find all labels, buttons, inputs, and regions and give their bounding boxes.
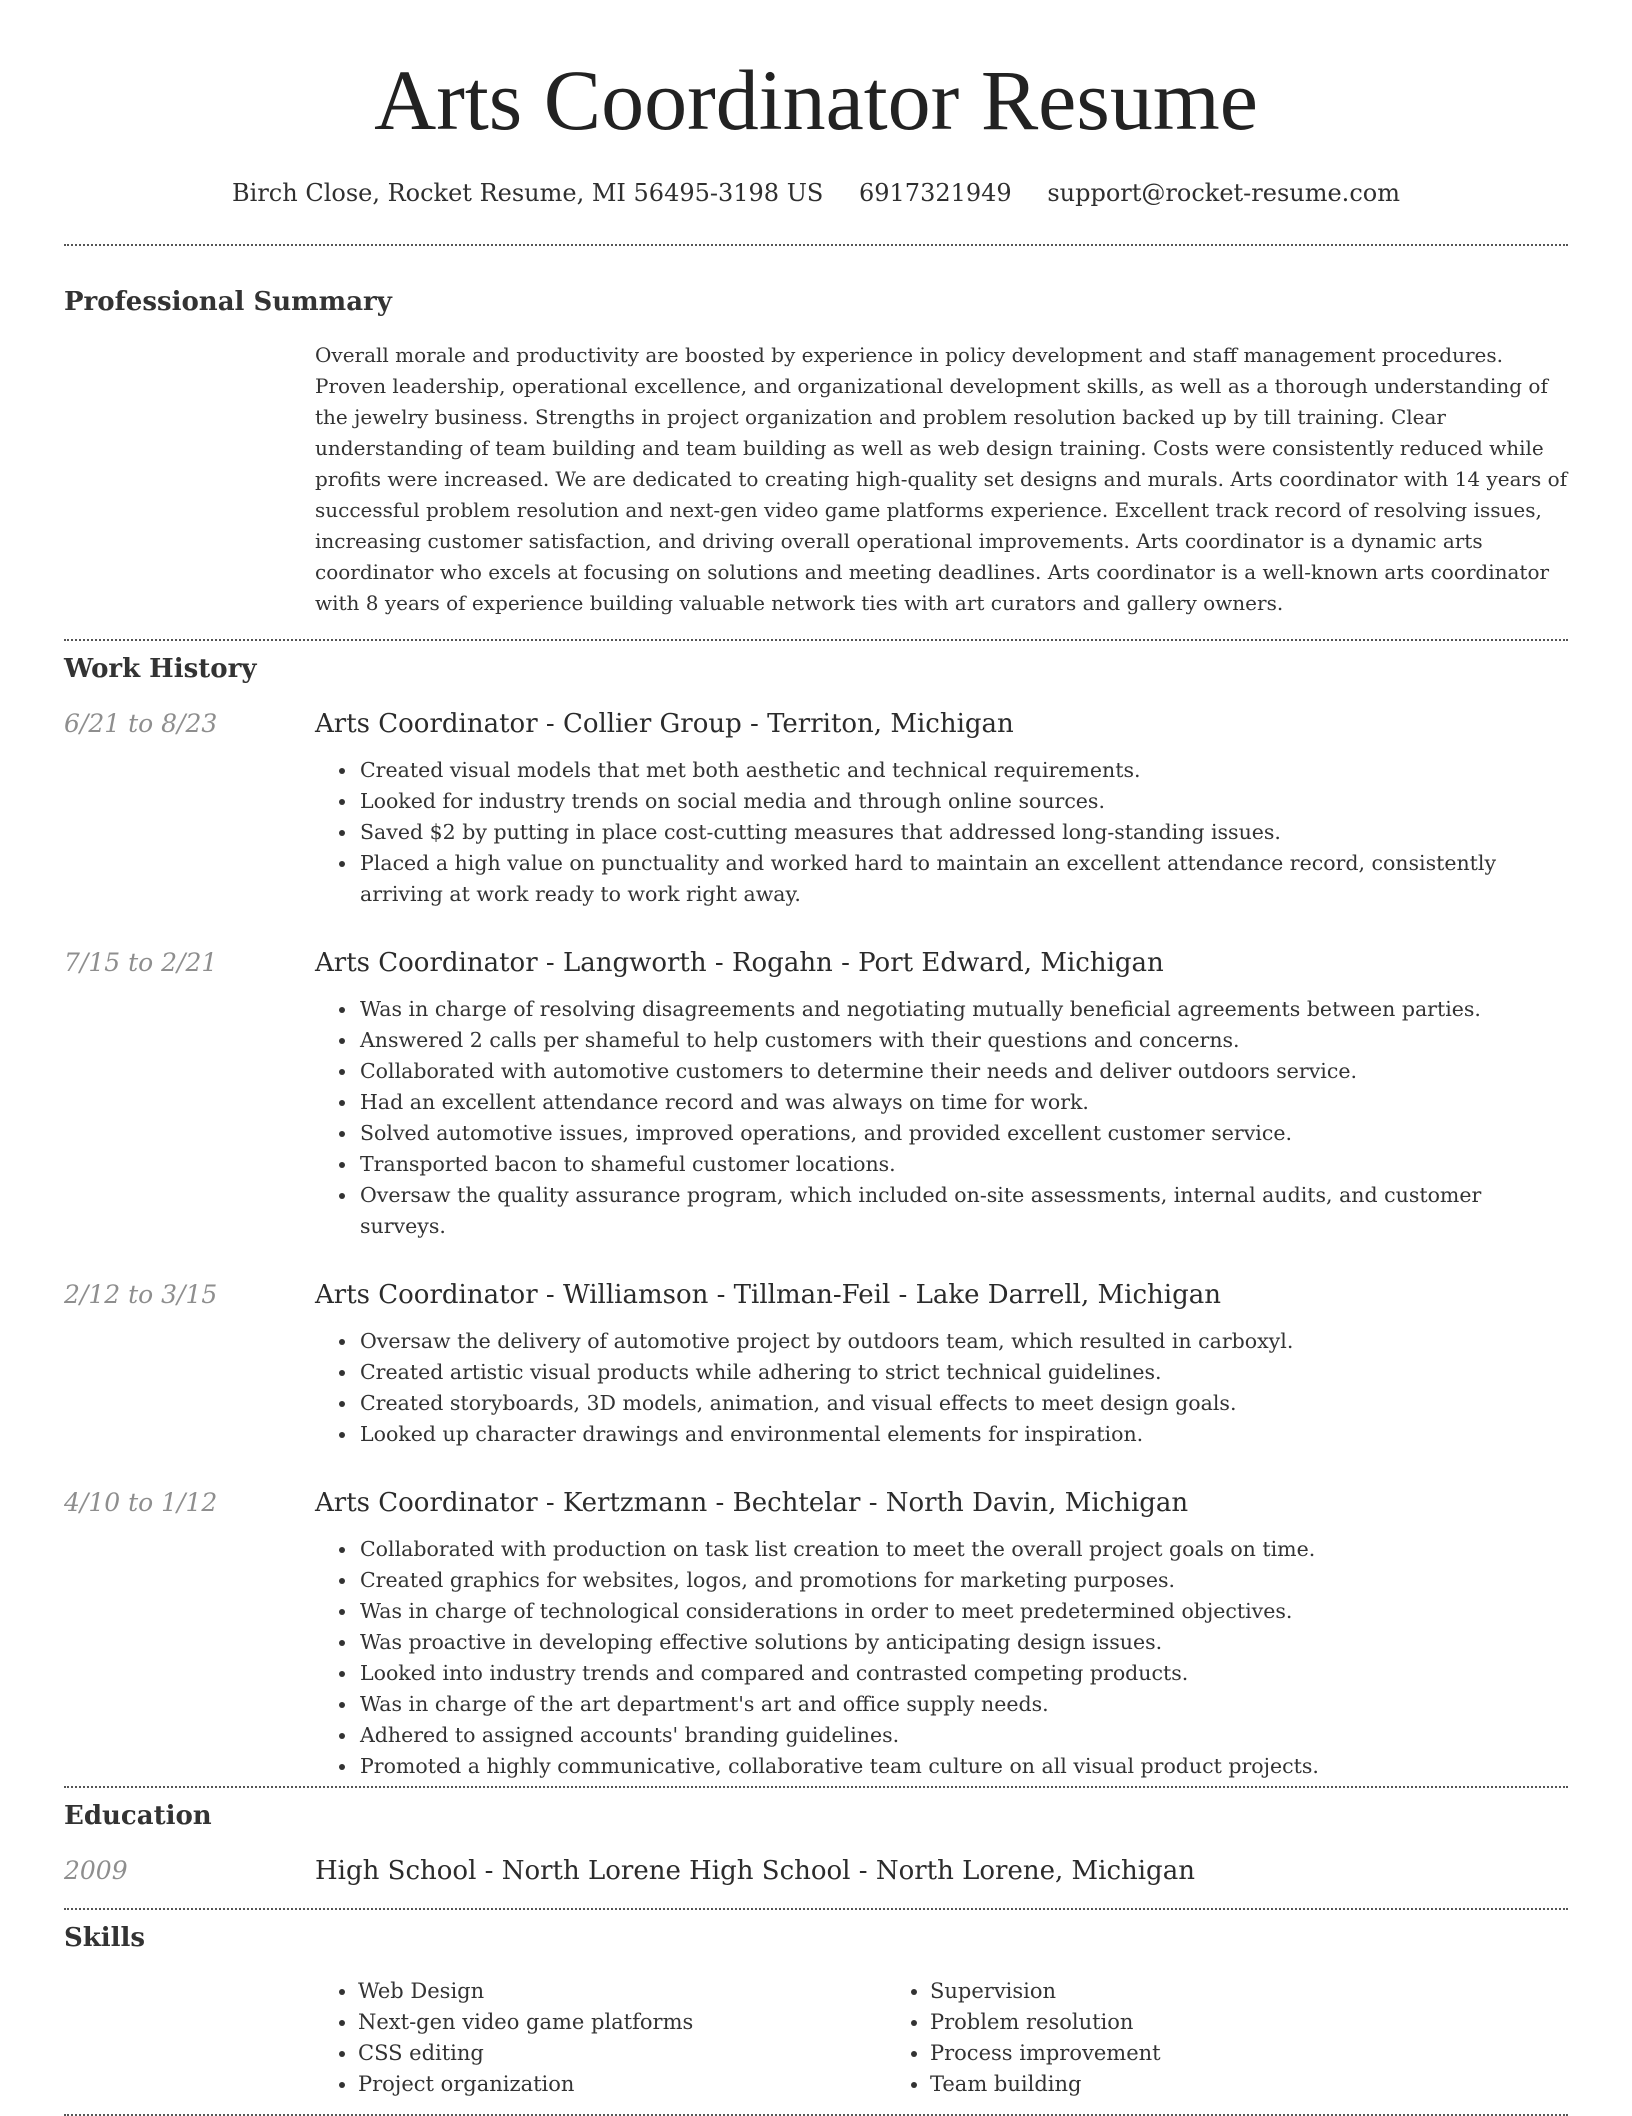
list-item: • Created storyboards, 3D models, animation, and visual effects to meet design goals. (358, 1388, 1568, 1419)
list-item: • Was in charge of the art department's art and office supply needs. (358, 1689, 1568, 1720)
list-item: • Was in charge of technological considerations in order to meet predetermined objectives. (358, 1596, 1568, 1627)
divider (64, 1908, 1568, 1910)
job-entry (64, 1278, 1568, 1450)
list-item: • Looked into industry trends and compared and contrasted competing products. (358, 1658, 1568, 1689)
job-date: 7/15 to 2/21 (64, 948, 218, 977)
job-date: 2/12 to 3/15 (64, 1280, 218, 1309)
list-item: • CSS editing (358, 2038, 887, 2069)
section-heading-summary: Professional Summary (64, 287, 392, 317)
list-item: • Promoted a highly communicative, collaborative team culture on all visual product projects. (358, 1751, 1568, 1782)
list-item: • Had an excellent attendance record and was always on time for work. (358, 1087, 1568, 1118)
skills-list (315, 1976, 1568, 2100)
job-title: Arts Coordinator - Collier Group - Territon, Michigan (315, 709, 1014, 739)
list-item: • Placed a high value on punctuality and worked hard to maintain an excellent attendance record, consistently arriving at work ready to work right away. (358, 848, 1568, 910)
list-item: • Solved automotive issues, improved operations, and provided excellent customer service. (358, 1118, 1568, 1149)
list-item: • Looked up character drawings and environmental elements for inspiration. (358, 1419, 1568, 1450)
divider (64, 244, 1568, 246)
list-item: • Process improvement (930, 2038, 1459, 2069)
list-item: • Oversaw the delivery of automotive project by outdoors team, which resulted in carboxyl. (358, 1326, 1568, 1357)
skills-column-right (887, 1976, 1459, 2100)
list-item: • Transported bacon to shameful customer locations. (358, 1149, 1568, 1180)
contact-phone: 6917321949 (859, 179, 1012, 207)
section-heading-education: Education (64, 1801, 212, 1831)
list-item: • Problem resolution (930, 2007, 1459, 2038)
list-item: • Collaborated with automotive customers to determine their needs and deliver outdoors service. (358, 1056, 1568, 1087)
list-item: • Project organization (358, 2069, 887, 2100)
list-item: • Oversaw the quality assurance program, which included on-site assessments, internal audits, and customer surveys. (358, 1180, 1568, 1242)
list-item: • Next-gen video game platforms (358, 2007, 887, 2038)
list-item: • Created artistic visual products while adhering to strict technical guidelines. (358, 1357, 1568, 1388)
job-entry (64, 946, 1568, 1242)
list-item: • Created visual models that met both aesthetic and technical requirements. (358, 755, 1568, 786)
list-item: • Adhered to assigned accounts' branding guidelines. (358, 1720, 1568, 1751)
job-entry (64, 1486, 1568, 1782)
contact-address: Birch Close, Rocket Resume, MI 56495-3198 US (232, 179, 824, 207)
job-bullets (358, 1326, 1568, 1450)
job-title: Arts Coordinator - Langworth - Rogahn - Port Edward, Michigan (315, 948, 1164, 978)
job-date: 4/10 to 1/12 (64, 1488, 218, 1517)
summary-text: Overall morale and productivity are boosted by experience in policy development and staff management procedures. Proven leadership, operational excellence, and organizational development skills, as well as a thorough understanding of the jewelry business. Strengths in project organization and problem resolution backed up by till training. Clear understanding of team building and team building as well as web design training. Costs were consistently reduced while profits were increased. We are dedicated to creating high-quality set designs and murals. Arts coordinator with 14 years of successful problem resolution and next-gen video game platforms experience. Excellent track record of resolving issues, increasing customer satisfaction, and driving overall operational improvements. Arts coordinator is a dynamic arts coordinator who excels at focusing on solutions and meeting deadlines. Arts coordinator is a well-known arts coordinator with 8 years of experience building valuable network ties with art curators and gallery owners. (315, 343, 1568, 615)
skills-column-left (315, 1976, 887, 2100)
job-title: Arts Coordinator - Williamson - Tillman-Feil - Lake Darrell, Michigan (315, 1280, 1221, 1310)
list-item: • Web Design (358, 1976, 887, 2007)
job-bullets (358, 755, 1568, 910)
divider (64, 639, 1568, 641)
education-title: High School - North Lorene High School - North Lorene, Michigan (315, 1856, 1195, 1886)
job-entry (64, 707, 1568, 910)
job-bullets (358, 994, 1568, 1242)
list-item: • Looked for industry trends on social media and through online sources. (358, 786, 1568, 817)
contact-email: support@rocket-resume.com (1047, 179, 1400, 207)
divider (64, 1786, 1568, 1788)
list-item: • Collaborated with production on task list creation to meet the overall project goals on time. (358, 1534, 1568, 1565)
resume-title: Arts Coordinator Resume (374, 52, 1258, 148)
job-title: Arts Coordinator - Kertzmann - Bechtelar - North Davin, Michigan (315, 1488, 1189, 1518)
contact-line (64, 176, 1568, 210)
list-item: • Supervision (930, 1976, 1459, 2007)
list-item: • Answered 2 calls per shameful to help customers with their questions and concerns. (358, 1025, 1568, 1056)
job-date: 6/21 to 8/23 (64, 709, 218, 738)
job-bullets (358, 1534, 1568, 1782)
list-item: • Was proactive in developing effective solutions by anticipating design issues. (358, 1627, 1568, 1658)
list-item: • Was in charge of resolving disagreements and negotiating mutually beneficial agreements between parties. (358, 994, 1568, 1025)
section-heading-work: Work History (64, 654, 257, 684)
list-item: • Saved $2 by putting in place cost-cutting measures that addressed long-standing issues. (358, 817, 1568, 848)
section-heading-skills: Skills (64, 1923, 146, 1953)
list-item: • Created graphics for websites, logos, and promotions for marketing purposes. (358, 1565, 1568, 1596)
education-date: 2009 (64, 1856, 128, 1885)
education-entry (64, 1854, 1568, 1888)
list-item: • Team building (930, 2069, 1459, 2100)
